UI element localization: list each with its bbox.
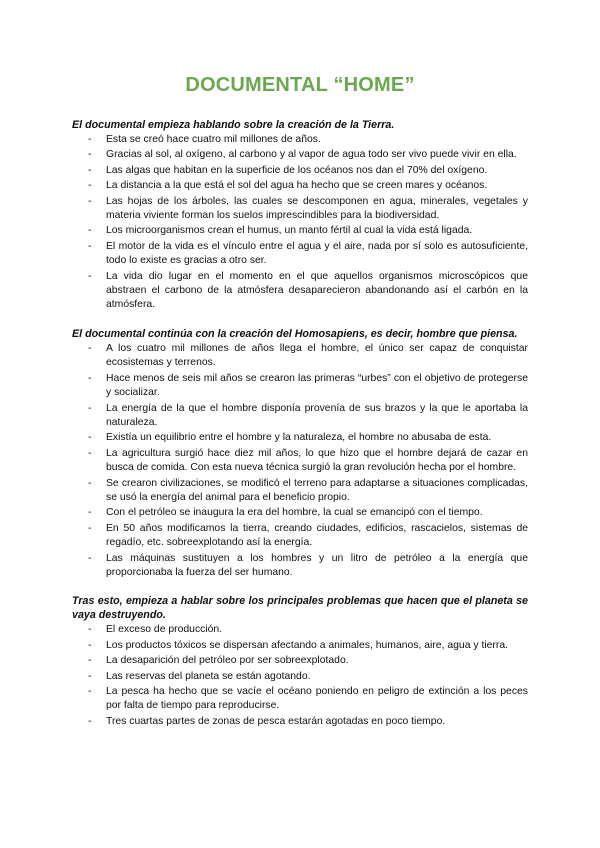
list-item — [72, 447, 528, 476]
section-intro: El documental continúa con la creación del Homosapiens, es decir, hombre que piensa. — [72, 327, 518, 340]
dash-bullet-icon: - — [88, 655, 92, 667]
list-item — [72, 240, 528, 269]
section-1 — [72, 118, 528, 313]
dash-bullet-icon: - — [88, 432, 92, 444]
list-item — [72, 715, 528, 729]
list-item-text: Las reservas del planeta se están agotando. — [106, 670, 311, 682]
list-item-text: Tres cuartas partes de zonas de pesca estarán agotadas en poco tiempo. — [106, 715, 446, 727]
bullet-list — [72, 133, 528, 313]
dash-bullet-icon: - — [88, 134, 92, 145]
list-item-text: Existía un equilibrio entre el hombre y la naturaleza, el hombre no abusaba de esta. — [106, 432, 492, 444]
list-item-text: Se crearon civilizaciones, se modificó el terreno para adaptarse a situaciones complicadas, se usó la energía del animal para el beneficio propio. — [106, 477, 528, 503]
list-item-text: La agricultura surgió hace diez mil años, lo que hizo que el hombre dejará de cazar en busca de comida. Con esta nueva técnica surgió la gran revolución hecha por el hombre. — [106, 447, 528, 474]
dash-bullet-icon: - — [88, 195, 92, 207]
list-item — [72, 431, 528, 445]
bullet-list — [72, 623, 528, 729]
list-item-text: La desaparición del petróleo por ser sobreexplotado. — [106, 655, 349, 667]
dash-bullet-icon: - — [88, 342, 92, 354]
dash-bullet-icon: - — [88, 164, 92, 176]
dash-bullet-icon: - — [88, 270, 92, 282]
list-item-text: Las máquinas sustituyen a los hombres y un litro de petróleo a la energía que proporcionaba la fuerza del ser humano. — [106, 552, 528, 578]
list-item — [72, 654, 528, 668]
dash-bullet-icon: - — [88, 402, 92, 414]
dash-bullet-icon: - — [88, 715, 92, 727]
section-2 — [72, 327, 528, 581]
dash-bullet-icon: - — [88, 240, 92, 252]
list-item — [72, 670, 528, 684]
dash-bullet-icon: - — [88, 624, 92, 636]
list-item — [72, 342, 528, 371]
list-item — [72, 224, 528, 238]
list-item — [72, 164, 528, 178]
document-body — [72, 118, 528, 729]
list-item-text: Los productos tóxicos se dispersan afectando a animales, humanos, aire, agua y tierra. — [106, 639, 508, 651]
list-item-text: A los cuatro mil millones de años llega el hombre, el único ser capaz de conquistar ecosistemas y terrenos. — [106, 342, 528, 369]
list-item-text: El exceso de producción. — [106, 624, 223, 636]
list-item-text: Las hojas de los árboles, las cuales se descomponen en agua, minerales, vegetales y materia viviente forman los suelos imprescindibles para la biodiversidad. — [106, 195, 528, 222]
list-item-text: El motor de la vida es el vínculo entre el agua y el aire, nada por sí solo es autosuficiente, todo lo existe es gracias a otro ser. — [106, 240, 528, 267]
list-item — [72, 179, 528, 193]
section-3 — [72, 594, 528, 729]
list-item — [72, 133, 528, 147]
list-item-text: En 50 años modificamos la tierra, creando ciudades, edificios, rascacielos, sistemas de regadío, etc. sobreexplotando así la energía. — [106, 522, 528, 549]
list-item — [72, 552, 528, 581]
dash-bullet-icon: - — [88, 552, 92, 564]
list-item — [72, 402, 528, 431]
list-item-text: Con el petróleo se inaugura la era del hombre, la cual se emancipó con el tiempo. — [106, 507, 483, 519]
dash-bullet-icon: - — [88, 477, 92, 489]
list-item — [72, 372, 528, 401]
list-item-text: La energía de la que el hombre disponía provenía de sus brazos y la que le aportaba la naturaleza. — [106, 402, 528, 428]
list-item — [72, 506, 528, 520]
dash-bullet-icon: - — [88, 639, 92, 651]
list-item — [72, 148, 528, 162]
bullet-list — [72, 342, 528, 581]
list-item — [72, 477, 528, 506]
dash-bullet-icon: - — [88, 225, 92, 237]
list-item — [72, 623, 528, 637]
dash-bullet-icon: - — [88, 447, 92, 459]
dash-bullet-icon: - — [88, 149, 92, 161]
list-item — [72, 639, 528, 653]
dash-bullet-icon: - — [88, 670, 92, 682]
list-item-text: Los microorganismos crean el humus, un manto fértil al cual la vida está ligada. — [106, 225, 473, 237]
document-title: DOCUMENTAL “HOME” — [185, 74, 415, 96]
list-item — [72, 522, 528, 551]
dash-bullet-icon: - — [88, 180, 92, 192]
dash-bullet-icon: - — [88, 522, 92, 534]
list-item-text: Esta se creó hace cuatro mil millones de años. — [106, 134, 321, 145]
list-item-text: La pesca ha hecho que se vacíe el océano poniendo en peligro de extinción a los peces por falta de tiempo para reproducirse. — [106, 686, 528, 712]
list-item-text: La vida dio lugar en el momento en el que aquellos organismos microscópicos que abstraen el carbono de la atmósfera desaparecieron abandonando así el carbón en la atmósfera. — [106, 270, 528, 311]
section-intro: El documental empieza hablando sobre la creación de la Tierra. — [72, 119, 395, 131]
list-item-text: La distancia a la que está el sol del agua ha hecho que se creen mares y océanos. — [106, 180, 488, 192]
list-item — [72, 195, 528, 224]
dash-bullet-icon: - — [88, 686, 92, 697]
list-item-text: Las algas que habitan en la superficie de los océanos nos dan el 70% del oxígeno. — [106, 164, 488, 176]
list-item — [72, 270, 528, 313]
list-item — [72, 685, 528, 714]
section-intro: Tras esto, empieza a hablar sobre los principales problemas que hacen que el planeta se vaya destruyendo. — [72, 595, 528, 622]
list-item-text: Gracias al sol, al oxígeno, al carbono y al vapor de agua todo ser vivo puede vivir en ella. — [106, 149, 517, 161]
list-item-text: Hace menos de seis mil años se crearon las primeras “urbes” con el objetivo de protegerse y socializar. — [106, 372, 528, 399]
dash-bullet-icon: - — [88, 372, 92, 384]
dash-bullet-icon: - — [88, 507, 92, 519]
